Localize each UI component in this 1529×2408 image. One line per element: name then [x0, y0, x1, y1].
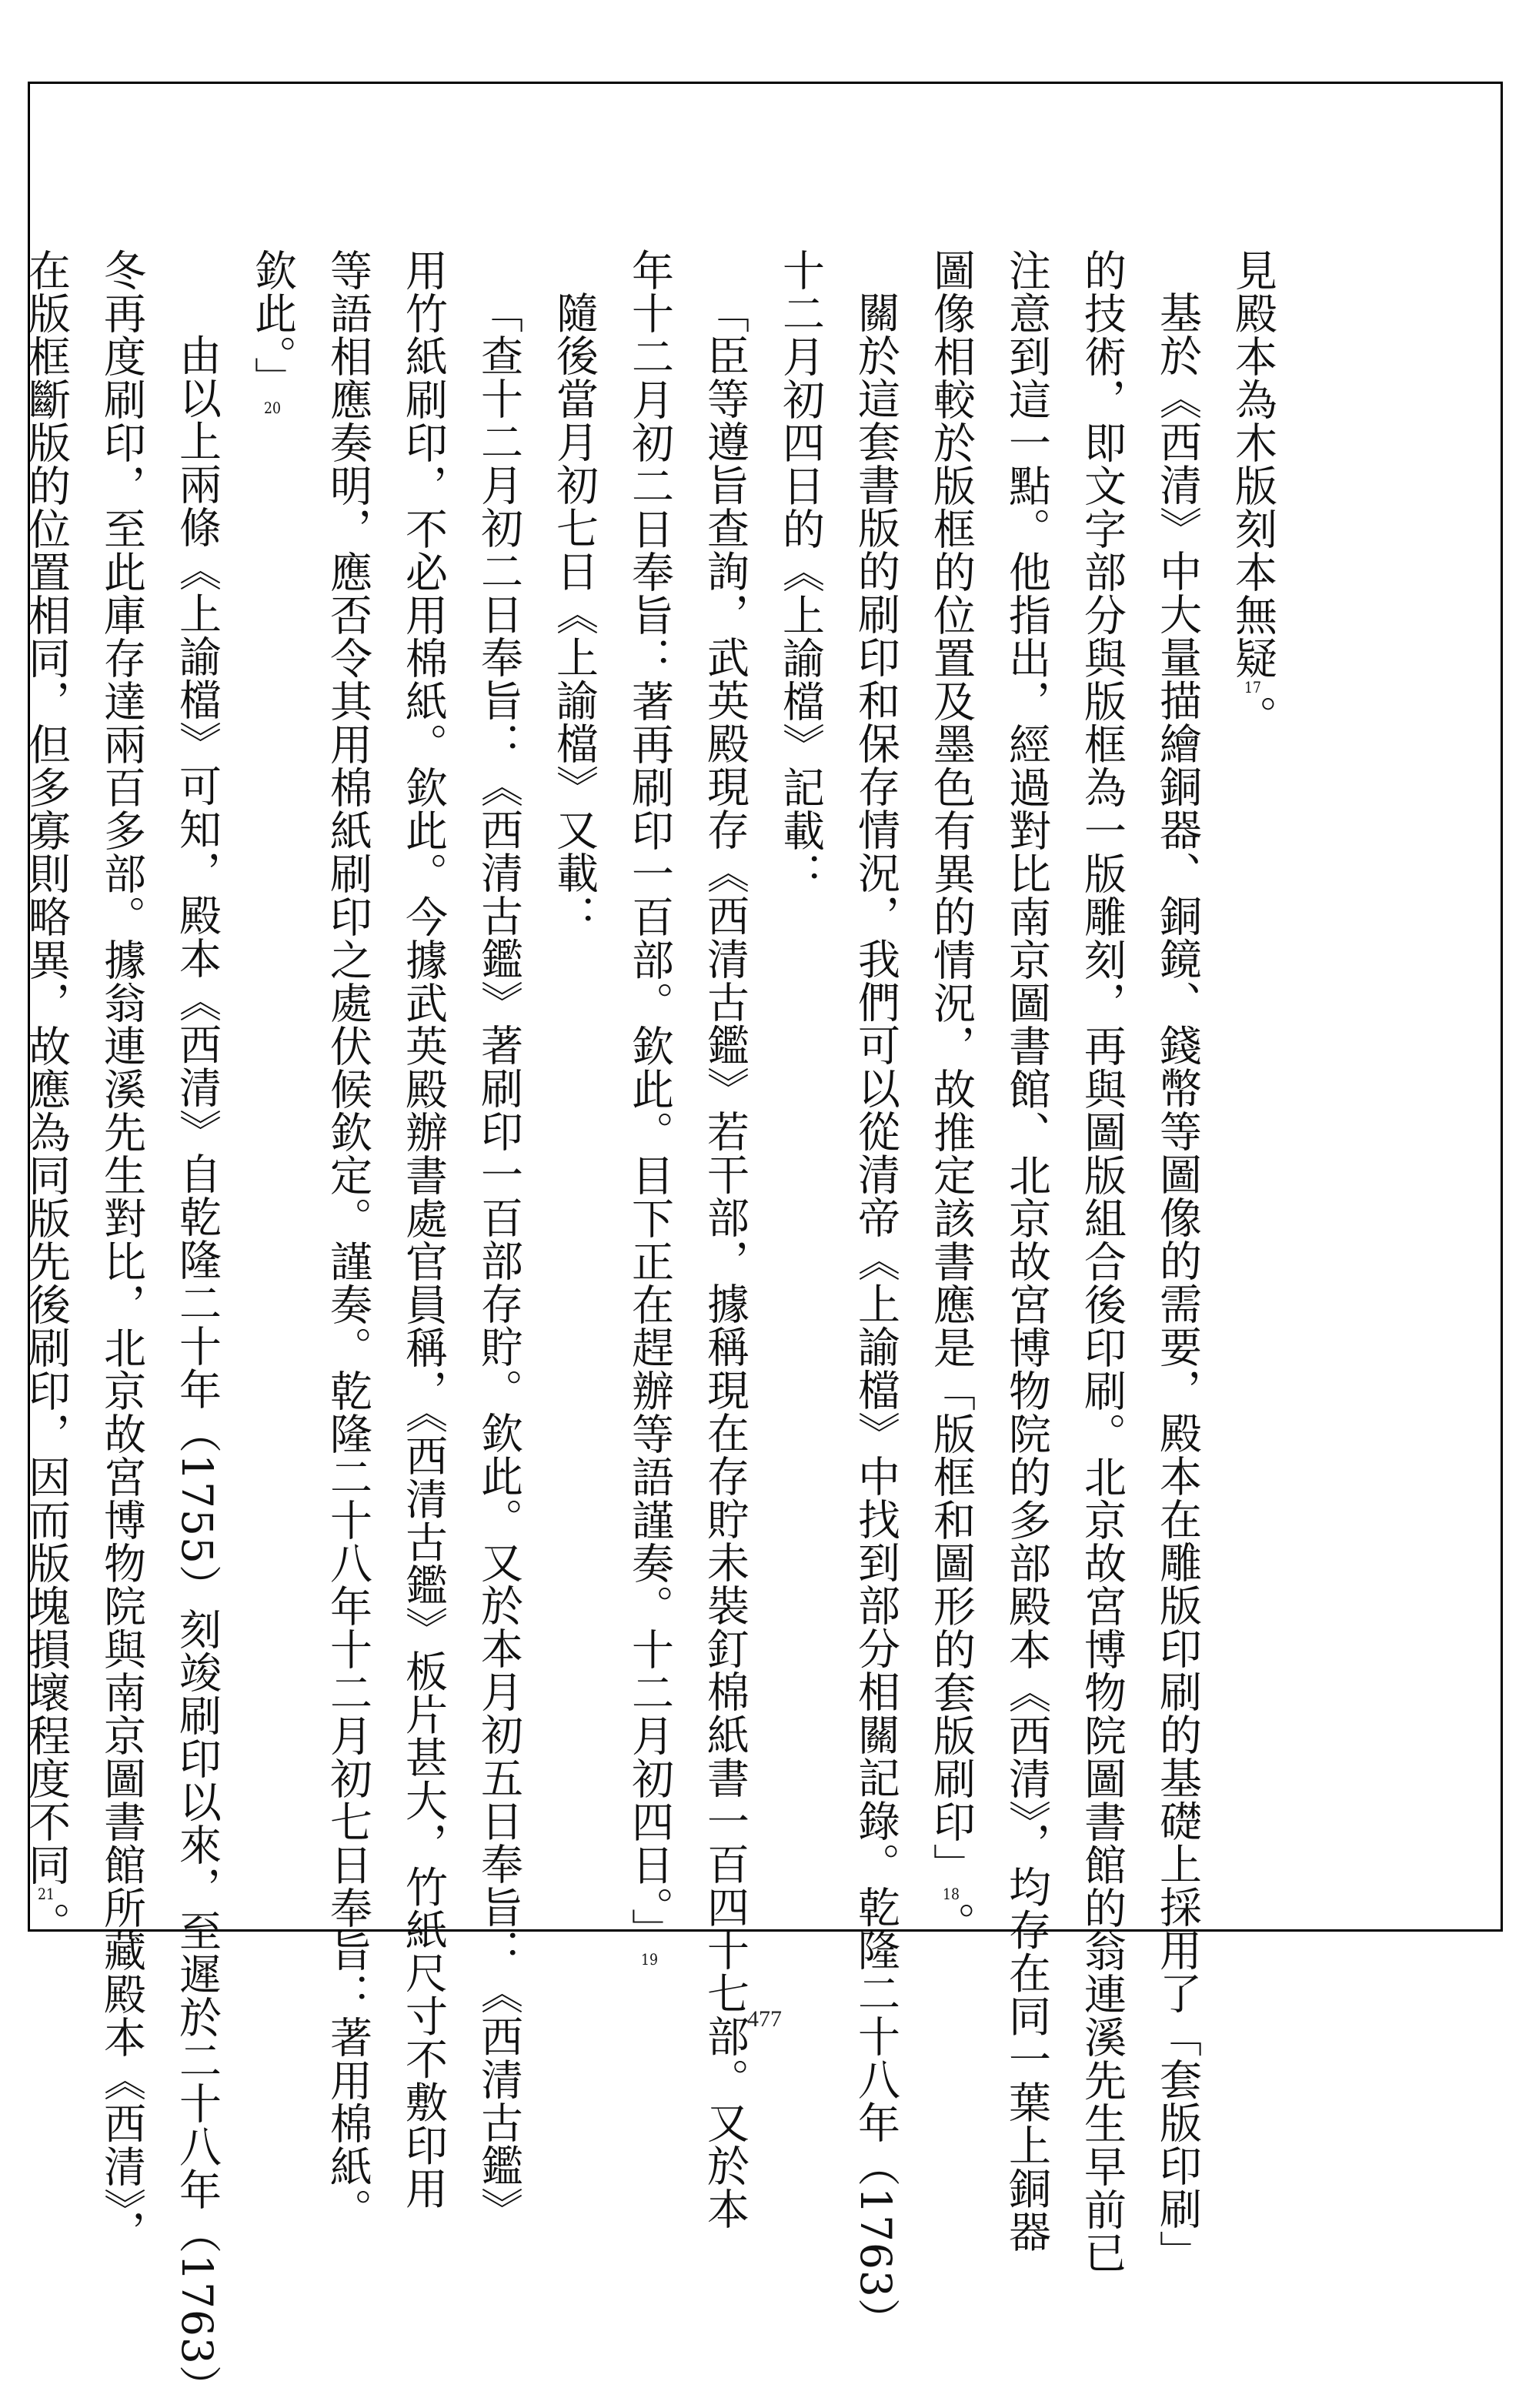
footnote-marker[interactable]: 20 [264, 399, 281, 416]
quote-column: 年十二月初二日奉旨：著再刷印一百部。欽此。目下正在趕辦等語謹奏。十二月初四日。」19 [625, 249, 674, 1967]
quote-column: 等語相應奏明，應否令其用棉紙刷印之處伏候欽定。謹奏。乾隆二十八年十二月初七日奉旨：著用棉紙。 [323, 249, 372, 2231]
quote-column: 欽此。」20 [248, 249, 297, 416]
page-number: 477 [747, 2006, 782, 2032]
footnote-marker[interactable]: 19 [641, 1951, 658, 1967]
text-column: 圖像相較於版框的位置及墨色有異的情況，故推定該書應是「版框和圖形的套版刷印」18。 [926, 249, 976, 1945]
text-column: 注意到這一點。他指出，經過對比南京圖書館、北京故宮博物院的多部殿本《西清》，均存在同一葉上銅器 [1002, 249, 1051, 2253]
quote-column: 「臣等遵旨查詢，武英殿現存《西清古鑑》若干部，據稱現在存貯未裝釘棉紙書一百四十七部。又於本 [700, 291, 749, 2230]
quote-column: 「查十二月初二日奉旨：《西清古鑑》著刷印一百部存貯。欽此。又於本月初五日奉旨：《西清古鑑》 [474, 291, 523, 2230]
footnote-marker[interactable]: 17 [1244, 680, 1261, 695]
text-column: 冬再度刷印，至此庫存達兩百多部。據翁連溪先生對比，北京故宮博物院與南京圖書館所藏殿本《西清》， [97, 249, 146, 2253]
text-column: 的技術，即文字部分與版框為一版雕刻，再與圖版組合後印刷。北京故宮博物院圖書館的翁連溪先生早前已 [1077, 249, 1127, 2274]
text-column: 見殿本為木版刻本無疑17。 [1228, 249, 1277, 738]
text-column: 關於這套書版的刷印和保存情況，我們可以從清帝《上諭檔》中找到部分相關記錄。乾隆二十八年（1763） [851, 291, 900, 2341]
text-column: 在版框斷版的位置相同，但多寡則略異，故應為同版先後刷印，因而版塊損壞程度不同21。 [22, 249, 71, 1945]
text-column: 十二月初四日的《上諭檔》記載： [776, 249, 825, 895]
text-column [0, 249, 8, 1888]
text-column: 由以上兩條《上諭檔》可知，殿本《西清》自乾隆二十年（1755）刻竣刷印以來，至遲於二十八年（1763） [172, 333, 222, 2408]
footnote-marker[interactable]: 21 [38, 1886, 55, 1902]
footnote-marker[interactable]: 18 [943, 1886, 960, 1902]
text-column: 隨後當月初七日《上諭檔》又載： [549, 291, 599, 937]
quote-column: 用竹紙刷印，不必用棉紙。欽此。今據武英殿辦書處官員稱，《西清古鑑》板片甚大，竹紙尺寸不敷印用 [399, 249, 448, 2210]
text-column: 基於《西清》中大量描繪銅器、銅鏡、錢幣等圖像的需要，殿本在雕版印刷的基礎上採用了「套版印刷」 [1153, 291, 1202, 2273]
